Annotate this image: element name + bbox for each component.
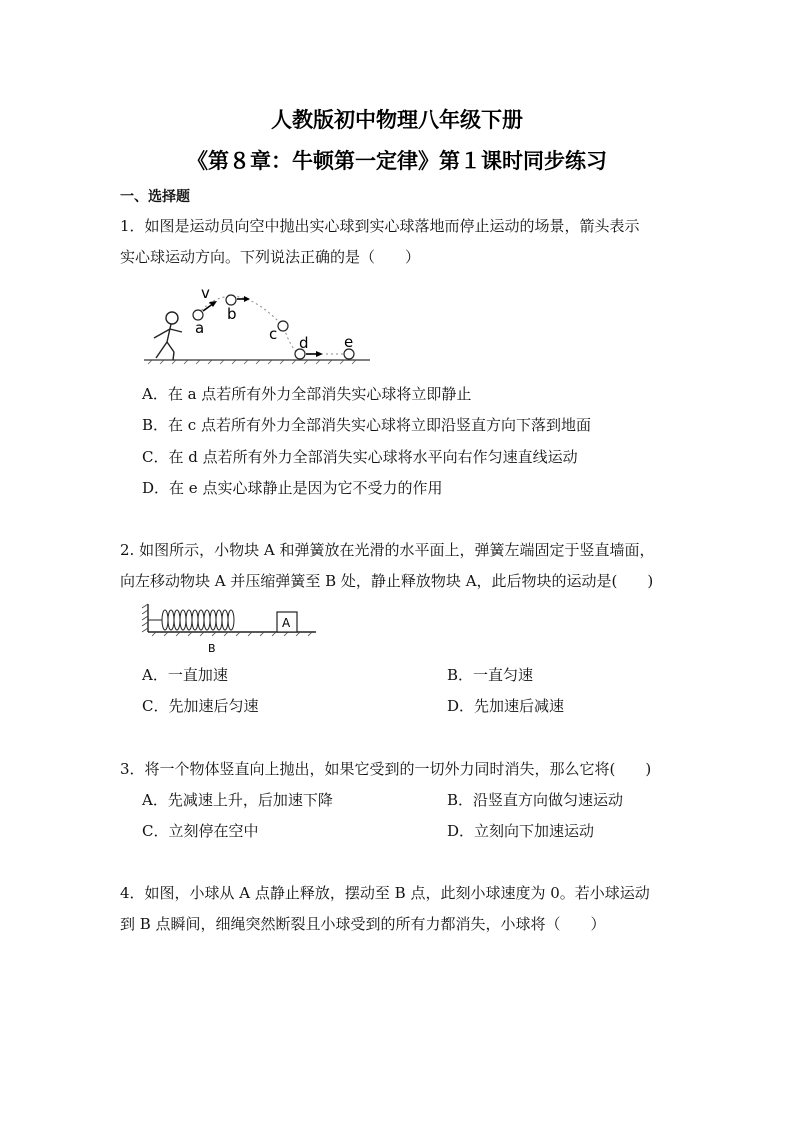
label-c: c [269, 325, 278, 343]
label-a: a [195, 319, 205, 337]
q3-option-a: A．先减速上升，后加速下降 [142, 791, 333, 809]
athlete-figure [154, 312, 182, 360]
q1-option-a: A．在 a 点若所有外力全部消失实心球将立即静止 [142, 385, 472, 403]
point-b-label: B [208, 642, 216, 655]
q2-option-c: C．先加速后匀速 [142, 697, 259, 715]
q2-option-b: B．一直匀速 [447, 666, 534, 684]
q1-stem-line-1: 1．如图是运动员向空中抛出实心球到实心球落地而停止运动的场景，箭头表示 [120, 217, 640, 235]
q1-option-b: B．在 c 点若所有外力全部消失实心球将立即沿竖直方向下落到地面 [142, 416, 591, 434]
label-e: e [344, 333, 354, 351]
ball-b [226, 295, 236, 305]
q2-stem-line-1: 2. 如图所示，小物块 A 和弹簧放在光滑的水平面上，弹簧左端固定于竖直墙面， [120, 541, 655, 559]
label-v: v [201, 284, 210, 302]
label-b: b [227, 305, 237, 323]
q2-figure-spring [140, 600, 322, 656]
q2-option-d: D．先加速后减速 [447, 697, 565, 715]
spring-coils [148, 610, 234, 630]
q3-option-c: C．立刻停在空中 [142, 822, 259, 840]
q4-stem-line-2: 到 B 点瞬间，细绳突然断裂且小球受到的所有力都消失，小球将（ ） [120, 915, 606, 933]
page-title: 人教版初中物理八年级下册 [271, 107, 523, 132]
block-a-label: A [282, 616, 291, 630]
q1-figure-throw [138, 282, 378, 366]
q2-stem-line-2: 向左移动物块 A 并压缩弹簧至 B 处，静止释放物块 A，此后物块的运动是( ) [120, 572, 654, 590]
ball-c [278, 321, 288, 331]
page-subtitle: 《第８章：牛顿第一定律》第１课时同步练习 [187, 148, 607, 173]
q3-option-b: B．沿竖直方向做匀速运动 [447, 791, 624, 809]
section-heading: 一、选择题 [120, 189, 190, 205]
q1-option-d: D．在 e 点实心球静止是因为它不受力的作用 [142, 479, 443, 497]
label-d: d [299, 334, 309, 352]
q1-stem-line-2: 实心球运动方向。下列说法正确的是（ ） [120, 248, 421, 266]
q3-option-d: D．立刻向下加速运动 [447, 822, 595, 840]
q1-option-c: C．在 d 点若所有外力全部消失实心球将水平向右作匀速直线运动 [142, 448, 578, 466]
q3-stem-line-1: 3．将一个物体竖直向上抛出，如果它受到的一切外力同时消失，那么它将( ) [120, 760, 652, 778]
q4-stem-line-1: 4．如图，小球从 A 点静止释放，摆动至 B 点，此刻小球速度为 0。若小球运动 [120, 884, 650, 902]
q2-option-a: A．一直加速 [142, 666, 228, 684]
